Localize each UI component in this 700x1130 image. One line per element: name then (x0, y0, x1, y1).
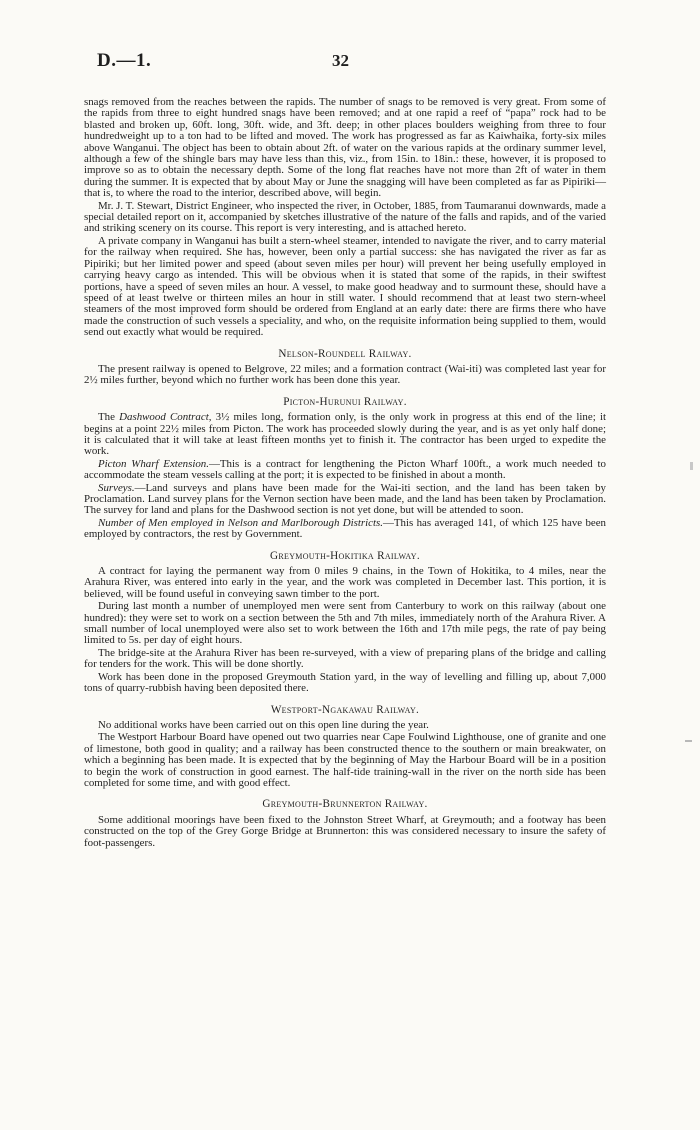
italic-label: Dashwood Contract, (119, 411, 212, 424)
paragraph: Some additional moorings have been fixed to the Johnston Street Wharf, at Greymouth; and a footway has been constructed on the top of the Grey Gorge Bridge at Brunnerton: this was considered necessary to insure the safety of foot-passengers. (84, 813, 606, 849)
paragraph (84, 483, 606, 517)
section-heading-picton: Picton-Hurunui Railway. (283, 395, 407, 408)
paragraph (84, 412, 606, 458)
paragraph: Work has been done in the proposed Greymouth Station yard, in the way of levelling and filling up, about 7,000 tons of quarry-rubbish having been deposited there. (84, 670, 606, 695)
section-heading-greymouth-hokitika: Greymouth-Hokitika Railway. (270, 549, 420, 562)
paragraph: A contract for laying the permanent way from 0 miles 9 chains, in the Town of Hokitika, to 4 miles, near the Arahura River, was entered into early in the year, and the work was completed in December last. This portion, it is believed, will be found useful in conveying sawn timber to the port. (84, 565, 606, 600)
italic-label: Number of Men employed in Nelson and Marlborough Districts. (98, 516, 383, 529)
text-run: —Land surveys and plans have been made for the Wai-iti section, and the land has been taken by Proclamation. Land survey plans for the Vernon section have been made, and the land has been taken by Proclamation. The survey for land and plans for the Dashwood section is not yet done, but will be attended to soon. (84, 481, 606, 517)
text-run: —This is a contract for lengthening the Picton Wharf 100ft., a work much needed to accommodate the steam vessels calling at the port; it is expected to be finished in about a month. (84, 457, 606, 482)
page-number: 32 (332, 51, 349, 70)
section-heading-nelson: Nelson-Roundell Railway. (278, 347, 412, 360)
paragraph (84, 459, 606, 482)
paragraph: Mr. J. T. Stewart, District Engineer, who inspected the river, in October, 1885, from Taumaranui downwards, made a special detailed report on it, accompanied by sketches illustrative of the nature of the falls and rapids, and of the varied and striking scenery on its course. This report is very interesting, and is attached hereto. (84, 199, 606, 235)
paragraph: A private company in Wanganui has built a stern-wheel steamer, intended to navigate the river, and to carry material for the railway when required. She has, however, been only a partial success: she has navigated the river as far as Pipiriki; but her limited power and speed (about seven miles per hour) will prevent her being usefully employed in carrying heavy cargo as intended. This will be obvious when it is stated that some of the rapids, in their swiftest portions, have a speed of seven miles an hour. A vessel, to make good headway and to surmount these, should have a speed of at least twelve or thirteen miles an hour in still water. I should recommend that at least two stern-wheel steamers of the most improved form should be ordered from England at an early date: there are firms there who have made the construction of such vessels a speciality, and who, on the requisite information being supplied to them, would send out exactly what would be required. (84, 234, 606, 339)
text-run: The (98, 411, 120, 424)
text-run: —This has averaged 141, of which 125 have been employed by contractors, the rest by Government. (84, 516, 606, 541)
italic-label: Picton Wharf Extension. (98, 457, 209, 470)
paragraph: The Westport Harbour Board have opened out two quarries near Cape Foulwind Lighthouse, one of granite and one of limestone, both good in quality; and a railway has been constructed thence to the southern or main breakwater, on which a beginning has been made. It is expected that by the beginning of May the Harbour Board will be in a position to begin the work of construction in good earnest. The half-tide training-wall in the river on the north side has been completed for some time, and with good effect. (84, 731, 606, 789)
text-run: 3½ miles long, formation only, is the only work in progress at this end of the line; it begins at a point 22½ miles from Picton. The work has proceeded slowly during the year, and is as yet only half done; it is calculated that it will take at least fifteen months yet to finish it. The contractor has been urged to expedite the work. (84, 411, 607, 458)
paragraph: During last month a number of unemployed men were sent from Canterbury to work on this railway (about one hundred): they were set to work on a section between the 5th and 7th miles, immediately north of the Arahura River. A small number of local unemployed were also set to work between the 16th and 17th mile pegs, the rate of pay being limited to 5s. per day of eight hours. (84, 600, 606, 647)
section-heading-brunnerton: Greymouth-Brunnerton Railway. (262, 798, 428, 811)
paragraph: snags removed from the reaches between the rapids. The number of snags to be removed is very great. From some of the rapids from three to eight hundred snags have been removed; and at one rapid a reef of “papa” rock had to be blasted and broken up, 60ft. long, 30ft. wide, and 3ft. deep; in other places boulders weighing from three to four hundredweight up to a ton had to be lifted and moved. The work has progressed as far as Kaiwhaika, forty-six miles above Wanganui. The object has been to obtain about 2ft. of water on the various rapids at the ordinary summer level, although a few of the shingle bars may have less than this, viz., from 15in. to 18in.: these, however, it is proposed to improve so as to obtain the necessary depth. Some of the long flat reaches have not more than 2ft of water in them during the summer. It is expected that by about May or June the snagging will have been completed as far as Pipiriki—that is, to where the road to the interior, described above, will begin. (84, 96, 606, 200)
italic-label: Surveys. (98, 481, 135, 494)
paragraph: The present railway is opened to Belgrove, 22 miles; and a formation contract (Wai-iti) was completed last year for 2½ miles further, beyond which no further work has been done this year. (84, 362, 606, 387)
document-code: D.—1. (97, 50, 152, 71)
section-heading-westport: Westport-Ngakawau Railway. (270, 703, 420, 716)
paragraph: The bridge-site at the Arahura River has been re-surveyed, with a view of preparing plans of the bridge and calling for tenders for the work. This will be done shortly. (84, 646, 606, 671)
paragraph (84, 518, 606, 541)
paragraph: No additional works have been carried out on this open line during the year. (98, 718, 429, 731)
body-text (84, 97, 606, 850)
margin-mark (685, 740, 692, 742)
margin-mark (690, 462, 693, 470)
